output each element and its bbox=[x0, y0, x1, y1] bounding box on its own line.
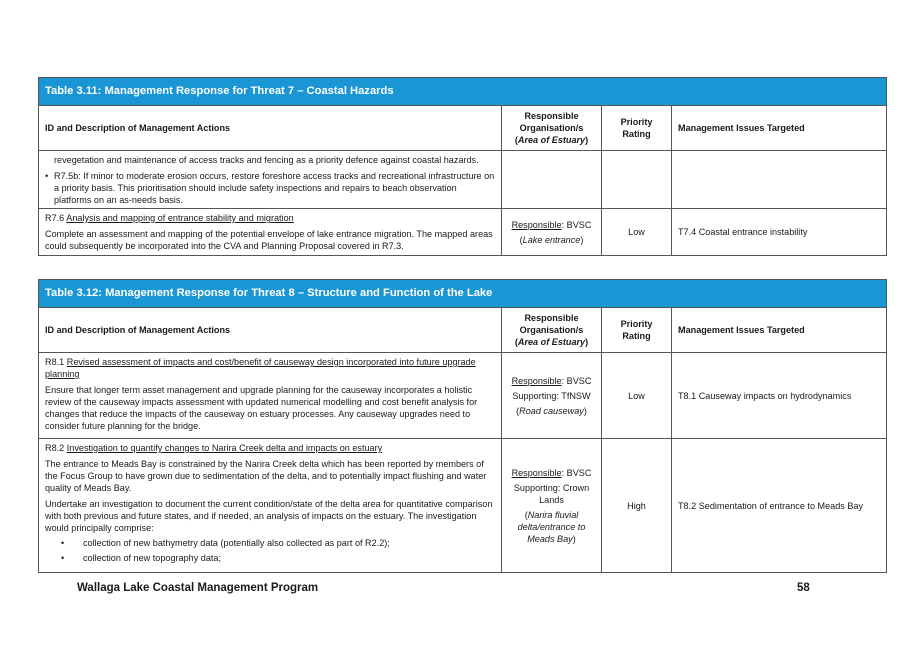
priority-cell: Low bbox=[602, 353, 672, 438]
bullet-item: • collection of new topography data; bbox=[61, 553, 222, 563]
action-text: Ensure that longer term asset management and upgrade planning for the causeway incorporates a holistic review of the causeway impacts assessment with updated numerical modelling and cost benefit analysis for changes that reduce the impacts of the causeway on estuary processes. Any causeway upgrades need to consider future planning for the bridge. bbox=[45, 385, 478, 431]
action-heading: R8.1 Revised assessment of impacts and cost/benefit of causeway design incorporated into future upgrade planning bbox=[45, 357, 476, 379]
responsible-cell bbox=[502, 151, 602, 208]
table-row bbox=[39, 439, 886, 572]
issues-cell bbox=[672, 151, 886, 208]
action-description bbox=[39, 151, 502, 208]
responsible-cell: Responsible: BVSC Supporting: Crown Lands (Narira fluvial delta/entrance to Meads Bay) bbox=[502, 439, 602, 572]
header-responsible bbox=[502, 106, 602, 150]
bullet-item: • collection of new bathymetry data (potentially also collected as part of R2.2); bbox=[61, 538, 390, 548]
issues-cell: T8.1 Causeway impacts on hydrodynamics bbox=[678, 390, 852, 401]
header-issues: Management Issues Targeted bbox=[678, 123, 805, 133]
table-3-12 bbox=[38, 279, 887, 573]
action-description bbox=[39, 439, 502, 572]
priority-cell: High bbox=[602, 439, 672, 572]
issues-cell: T7.4 Coastal entrance instability bbox=[678, 227, 808, 237]
action-text: Undertake an investigation to document the current condition/state of the delta area for quantitative comparison with both previous and future states, and if needed, an analysis of impacts on the estuary. The investigation would principally comprise: bbox=[45, 499, 493, 533]
action-heading: R7.6 Analysis and mapping of entrance stability and migration bbox=[45, 213, 294, 223]
header-id-description: ID and Description of Management Actions bbox=[39, 106, 502, 150]
bullet-item: • R7.5b: If minor to moderate erosion occurs, restore foreshore access tracks and recreational infrastructure on a priority basis. This prioritisation should include safety inspections and repairs to beach observation platforms on an as-needs basis. bbox=[45, 171, 495, 205]
table-row bbox=[39, 209, 886, 255]
header-responsible-line2: Organisation/s bbox=[519, 123, 584, 133]
table-title: Table 3.11: Management Response for Threat 7 – Coastal Hazards bbox=[39, 78, 886, 106]
priority-cell: Low bbox=[602, 209, 672, 255]
priority-cell bbox=[602, 151, 672, 208]
header-responsible: Responsible Organisation/s (Area of Estuary) bbox=[502, 308, 602, 352]
header-responsible-line1: Responsible bbox=[524, 111, 579, 121]
table-title: Table 3.12: Management Response for Threat 8 – Structure and Function of the Lake bbox=[39, 280, 886, 308]
header-priority: Priority Rating bbox=[602, 106, 672, 150]
action-text: revegetation and maintenance of access tracks and fencing as a priority defence against coastal hazards. bbox=[54, 155, 479, 165]
action-text: Complete an assessment and mapping of the potential envelope of lake entrance migration. The mapped areas could subsequently be incorporated into the CVA and Planning Proposal covered in R7.3. bbox=[45, 229, 493, 251]
table-header-row bbox=[39, 106, 886, 151]
table-header-row bbox=[39, 308, 886, 353]
page-number: 58 bbox=[797, 582, 810, 594]
header-id-description: ID and Description of Management Actions bbox=[39, 308, 502, 352]
action-heading: R8.2 Investigation to quantify changes to Narira Creek delta and impacts on estuary bbox=[45, 443, 383, 453]
action-description bbox=[39, 209, 502, 255]
responsible-cell: Responsible: BVSC Supporting: TfNSW (Road causeway) bbox=[502, 353, 602, 438]
action-description bbox=[39, 353, 502, 438]
footer-document-title: Wallaga Lake Coastal Management Program bbox=[77, 582, 319, 594]
table-row bbox=[39, 151, 886, 209]
responsible-cell: Responsible: BVSC (Lake entrance) bbox=[502, 209, 602, 255]
table-3-11 bbox=[38, 77, 887, 256]
issues-cell: T8.2 Sedimentation of entrance to Meads Bay bbox=[678, 500, 864, 511]
header-issues: Management Issues Targeted bbox=[678, 325, 805, 335]
action-text: The entrance to Meads Bay is constrained by the Narira Creek delta which has been reported by members of the Focus Group to have grown due to sedimentation of the delta, and to potentially impact flushing and water quality of Meads Bay. bbox=[45, 459, 487, 493]
header-priority: Priority Rating bbox=[602, 308, 672, 352]
table-row bbox=[39, 353, 886, 439]
header-responsible-line3: (Area of Estuary) bbox=[514, 135, 589, 145]
